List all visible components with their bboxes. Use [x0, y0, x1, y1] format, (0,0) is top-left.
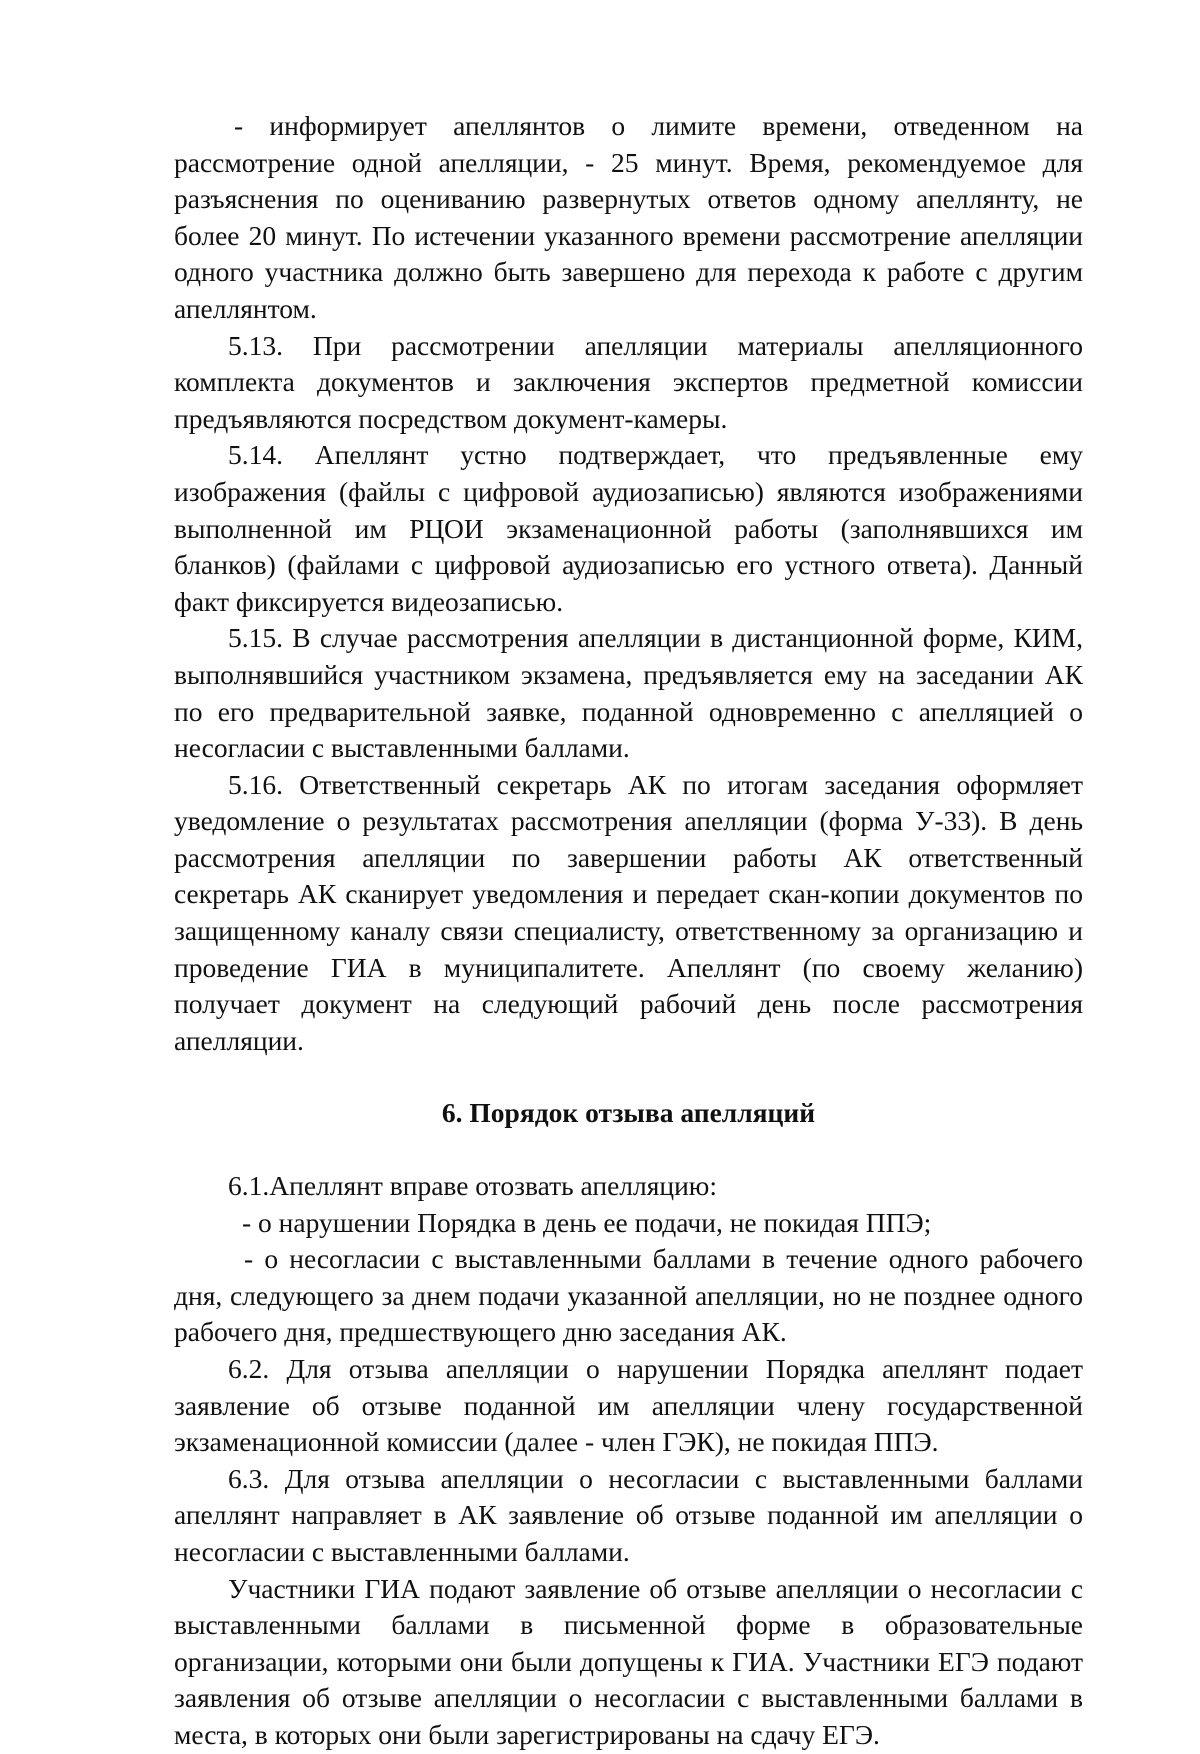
section-heading: 6. Порядок отзыва апелляций — [441, 1097, 816, 1129]
paragraph-5-14: 5.14. Апеллянт устно подтверждает, что предъявленные ему изображения (файлы с цифровой аудиозаписью) являются изображениями выполненной им РЦОИ экзаменационной работы (заполнявшихся им бланков) (файлами с цифровой аудиозаписью его устного ответа). Данный факт фиксируется видеозаписью. — [174, 439, 1083, 617]
document-body — [174, 108, 1083, 1754]
paragraph-5-16: 5.16. Ответственный секретарь АК по итогам заседания оформляет уведомление о результатах рассмотрения апелляции (форма У-33). В день рассмотрения апелляции по завершении работы АК ответственный секретарь АК сканирует уведомления и передает скан-копии документов по защищенному каналу связи специалисту, ответственному за организацию и проведение ГИА в муниципалитете. Апеллянт (по своему желанию) получает документ на следующий рабочий день после рассмотрения апелляции. — [174, 768, 1083, 1056]
paragraph-6-3: 6.3. Для отзыва апелляции о несогласии с выставленными баллами апеллянт направляет в АК заявление об отзыве поданной им апелляции о несогласии с выставленными баллами. — [174, 1462, 1083, 1567]
paragraph-5-13: 5.13. При рассмотрении апелляции материалы апелляционного комплекта документов и заключения экспертов предметной комиссии предъявляются посредством документ-камеры. — [174, 329, 1083, 434]
list-item-violation: - о нарушении Порядка в день ее подачи, не покидая ППЭ; — [242, 1206, 932, 1238]
paragraph-6-1: 6.1.Апеллянт вправе отозвать апелляцию: — [228, 1170, 717, 1202]
paragraph-5-15: 5.15. В случае рассмотрения апелляции в дистанционной форме, КИМ, выполнявшийся участником экзамена, предъявляется ему на заседании АК по его предварительной заявке, поданной одновременно с апелляцией о несогласии с выставленными баллами. — [174, 622, 1083, 764]
paragraph-6-2: 6.2. Для отзыва апелляции о нарушении Порядка апеллянт подает заявление об отзыве поданной им апелляции члену государственной экзаменационной комиссии (далее - член ГЭК), не покидая ППЭ. — [174, 1353, 1083, 1458]
paragraph-participants: Участники ГИА подают заявление об отзыве апелляции о несогласии с выставленными баллами в письменной форме в образовательные организации, которыми они были допущены к ГИА. Участники ЕГЭ подают заявления об отзыве апелляции о несогласии с выставленными баллами в места, в которых они были зарегистрированы на сдачу ЕГЭ. — [174, 1572, 1083, 1750]
list-item-disagreement: - о несогласии с выставленными баллами в течение одного рабочего дня, следующего за днем подачи указанной апелляции, но не позднее одного рабочего дня, предшествующего дню заседания АК. — [174, 1243, 1083, 1348]
paragraph-time-limit: - информирует апеллянтов о лимите времени, отведенном на рассмотрение одной апелляции, - 25 минут. Время, рекомендуемое для разъяснения по оцениванию развернутых ответов одному апеллянту, не более 20 минут. По истечении указанного времени рассмотрение апелляции одного участника должно быть завершено для перехода к работе с другим апеллянтом. — [174, 110, 1083, 324]
